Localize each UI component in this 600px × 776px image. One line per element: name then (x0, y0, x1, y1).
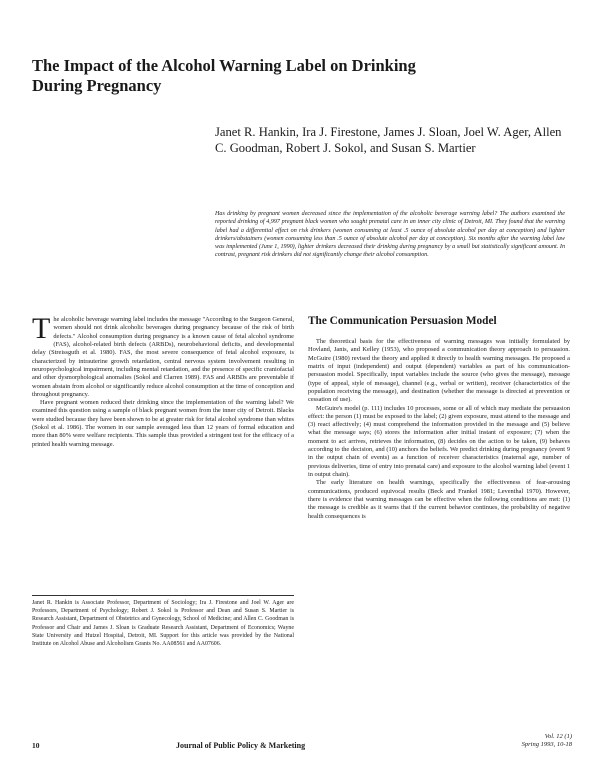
abstract: Has drinking by pregnant women decreased since the implementation of the alcoholic beverage warning label? The authors examined the reported drinking of 4,997 pregnant black women who sought prenatal care in an inner city clinic of Detroit, MI. They found that the warning label had a differential effect on risk drinkers (women consuming at least .5 ounce of absolute alcohol per day at conception) and lighter drinkers/abstainers (women consuming less than .5 ounce of absolute alcohol per day at conception). Six months after the warning label law was implemented (June 1, 1990), lighter drinkers decreased their drinking during pregnancy by a small but statistically significant amount. In contrast, pregnant risk drinkers did not significantly change their alcohol consumption. (215, 211, 565, 259)
issue-date: Spring 1993, 10-18 (521, 741, 572, 748)
footnote-divider (32, 595, 294, 596)
right-column (308, 338, 570, 732)
volume-number: Vol. 12 (1) (544, 733, 572, 740)
theory-paragraph: The theoretical basis for the effectiveness of warning messages was initially formulated by Hovland, Janis, and Kelley (1953), who proposed a communication theory approach to persuasion. McGuire (1980) revised the theory and applied it directly to health warning messages. He proposed a matrix of input (independent) and output (dependent) variables as part of his communication-persuasion model. Specifically, input variables include the source (who gives the message), message (type of appeal, style of message), channel (e.g., verbal or written), receiver (characteristics of the population receiving the message), and destination (whether the message is directed at prevention or cessation of use). (308, 338, 570, 404)
drop-cap: T (32, 316, 51, 345)
author-list: Janet R. Hankin, Ira J. Firestone, James J. Sloan, Joel W. Ager, Allen C. Goodman, Robert J. Sokol, and Susan S. Martier (215, 125, 562, 155)
volume-info (480, 733, 572, 749)
journal-name: Journal of Public Policy & Marketing (176, 741, 306, 750)
health-warnings-paragraph: The early literature on health warnings, specifically the effectiveness of fear-arousing communications, produced equivocal results (Beck and Frankel 1981; Leventhal 1970). However, there is evidence that warning messages can be effective when the following conditions are met: (1) the message is credible as it warns that if the current behavior continues, the probability of negative health consequences is (308, 479, 570, 520)
intro-paragraph-text: he alcoholic beverage warning label includes the message "According to the Surgeon General, women should not drink alcoholic beverages during pregnancy because of the risk of birth defects." Alcohol consumption during pregnancy is a known cause of fetal alcohol syndrome (FAS), alcohol-related birth defects (ARBDs), neurobehavioral deficits, and developmental delay (Streissguth et al. 1980). FAS, the most severe consequence of fetal alcohol exposure, is characterized by intrauterine growth retardation, central nervous system involvement resulting in neuropsychological impairment, including mental retardation, and the presence of specific craniofacial and other dysmorphological anomalies (Sokol and Clarren 1989). FAS and ARBDs are preventable if women abstain from alcohol or significantly reduce alcohol consumption at the time of conception and throughout pregnancy. (32, 316, 294, 398)
intro-paragraph (32, 316, 294, 399)
article-title: The Impact of the Alcohol Warning Label on Drinking During Pregnancy (32, 56, 416, 95)
study-paragraph: Have pregnant women reduced their drinking since the implementation of the warning label? We examined this question using a sample of black pregnant women from the inner city of Detroit. Blacks were studied because they have been shown to be at greater risk for fetal alcohol syndrome than whites (Sokol et al. 1986). The women in our sample averaged less than 12 years of formal education and more than 80% were welfare recipients. This sample thus provided a stringent test for the efficacy of a printed health warning message. (32, 399, 294, 448)
section-heading: The Communication Persuasion Model (308, 315, 497, 327)
page-number: 10 (32, 741, 40, 750)
author-affiliation-footnote: Janet R. Hankin is Associate Professor, Department of Sociology; Ira J. Firestone and Joel W. Ager are Professors, Department of Psychology; Robert J. Sokol is Professor and Dean and Susan S. Martier is Research Assistant, Department of Obstetrics and Gynecology, School of Medicine; and Allen C. Goodman is Professor and Chair and James J. Sloan is Graduate Research Assistant, Department of Economics; Wayne State University and Hutzel Hospital, Detroit, MI. Support for this article was provided by the National Institute on Alcohol Abuse and Alcoholism Grants No. AA08561 and AA07606. (32, 600, 294, 648)
mcguire-model-paragraph: McGuire's model (p. 111) includes 10 processes, some or all of which may mediate the persuasion effect: the person (1) must be exposed to the label; (2) given exposure, must attend to the message and (3) react affectively; (4) must comprehend the information provided in the message and (5) believe what the message says; (6) stores the information after initial instant of exposure; (7) when the moment to act arrives, retrieves the information, (8) decides on the action to be taken, (9) behaves according to the decision, and (10) anchors the beliefs. We predict drinking during pregnancy (event 9 in the output chain of events) as a function of receiver characteristics (maternal age, number of previous deliveries, time of entry into prenatal care) and exposure to the alcohol warning label (event 1 in output chain). (308, 404, 570, 478)
left-column (32, 316, 294, 588)
